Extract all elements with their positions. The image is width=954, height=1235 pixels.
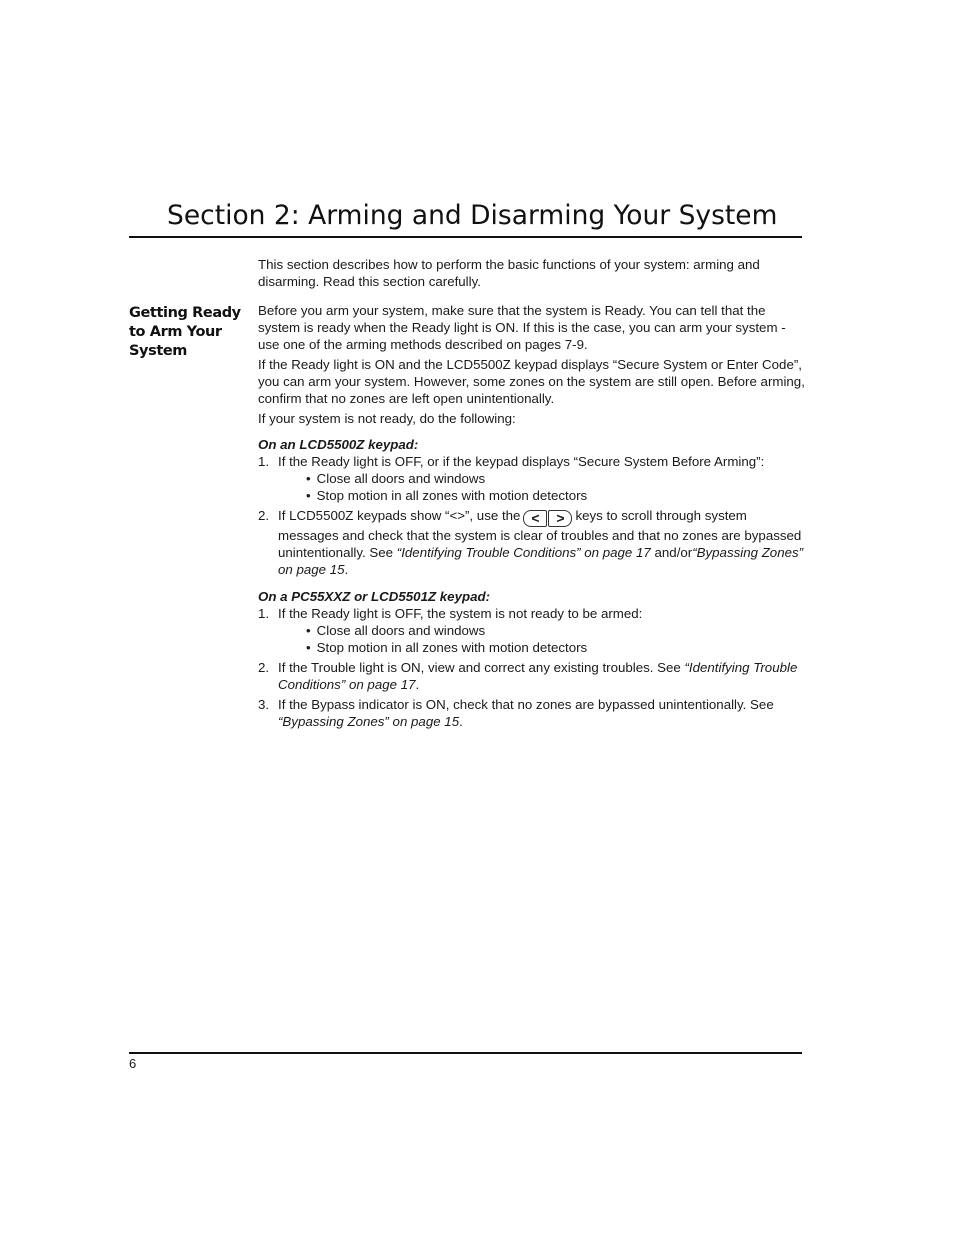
list-item bbox=[258, 696, 806, 730]
item-number: 2. bbox=[258, 660, 270, 675]
footer-rule bbox=[129, 1052, 802, 1054]
bullet-list bbox=[278, 470, 806, 504]
paragraph-secure: If the Ready light is ON and the LCD5500Z keypad displays “Secure System or Enter Code”, you can arm your system. However, some zones on the system are still open. Before arming, confirm that no zones are left open unintentionally. bbox=[258, 357, 805, 406]
page-title: Section 2: Arming and Disarming Your System bbox=[167, 200, 778, 231]
subheading-lcd5500z: On an LCD5500Z keypad: bbox=[258, 437, 419, 452]
scroll-left-key-icon: < bbox=[523, 510, 547, 527]
item-text: . bbox=[344, 562, 349, 577]
page-reference: “Bypassing Zones” on page 15 bbox=[278, 545, 804, 577]
item-text: If LCD5500Z keypads show “<>”, use the bbox=[278, 508, 521, 523]
item-text: If the Trouble light is ON, view and correct any existing troubles. See bbox=[278, 660, 681, 675]
item-text: keys to scroll through system messages and check that the system is clear of troubles and that no zones are bypassed unintentionally. See bbox=[278, 508, 802, 560]
item-text: If the Ready light is OFF, the system is not ready to be armed: bbox=[278, 606, 643, 621]
title-rule bbox=[129, 236, 802, 238]
list-item bbox=[258, 659, 806, 693]
item-text: and/or bbox=[654, 545, 693, 560]
intro-paragraph: This section describes how to perform the basic functions of your system: arming and disarming. Read this section carefully. bbox=[258, 257, 760, 289]
bullet-item: • Close all doors and windows bbox=[306, 622, 806, 639]
item-number: 3. bbox=[258, 697, 270, 712]
page-reference: “Identifying Trouble Conditions” on page 17 bbox=[278, 660, 798, 692]
item-number: 2. bbox=[258, 508, 270, 523]
list-item bbox=[258, 605, 806, 656]
page-reference: “Identifying Trouble Conditions” on page 17 bbox=[396, 545, 651, 560]
list-item bbox=[258, 453, 806, 504]
bullet-list bbox=[278, 622, 806, 656]
bullet-item: • Stop motion in all zones with motion detectors bbox=[306, 487, 806, 504]
list-item bbox=[258, 507, 806, 578]
paragraph-ready: Before you arm your system, make sure that the system is Ready. You can tell that the system is ready when the Ready light is ON. If this is the case, you can arm your system - use one of the arming methods described on pages 7-9. bbox=[258, 303, 786, 352]
subheading-pc55xxz: On a PC55XXZ or LCD5501Z keypad: bbox=[258, 589, 491, 604]
body-text bbox=[258, 256, 806, 730]
page-number: 6 bbox=[129, 1056, 137, 1071]
item-text: . bbox=[459, 714, 463, 729]
scroll-keys-icon bbox=[523, 510, 572, 527]
item-number: 1. bbox=[258, 606, 270, 621]
scroll-right-key-icon: > bbox=[548, 510, 572, 527]
item-text: If the Ready light is OFF, or if the keypad displays “Secure System Before Arming”: bbox=[278, 454, 765, 469]
item-text: If the Bypass indicator is ON, check that no zones are bypassed unintentionally. See bbox=[278, 697, 774, 712]
paragraph-not-ready: If your system is not ready, do the following: bbox=[258, 411, 516, 426]
page-reference: “Bypassing Zones” on page 15 bbox=[278, 714, 460, 729]
bullet-item: • Close all doors and windows bbox=[306, 470, 806, 487]
item-text: . bbox=[415, 677, 420, 692]
bullet-item: • Stop motion in all zones with motion detectors bbox=[306, 639, 806, 656]
item-number: 1. bbox=[258, 454, 270, 469]
side-heading: Getting Ready to Arm Your System bbox=[129, 305, 241, 359]
